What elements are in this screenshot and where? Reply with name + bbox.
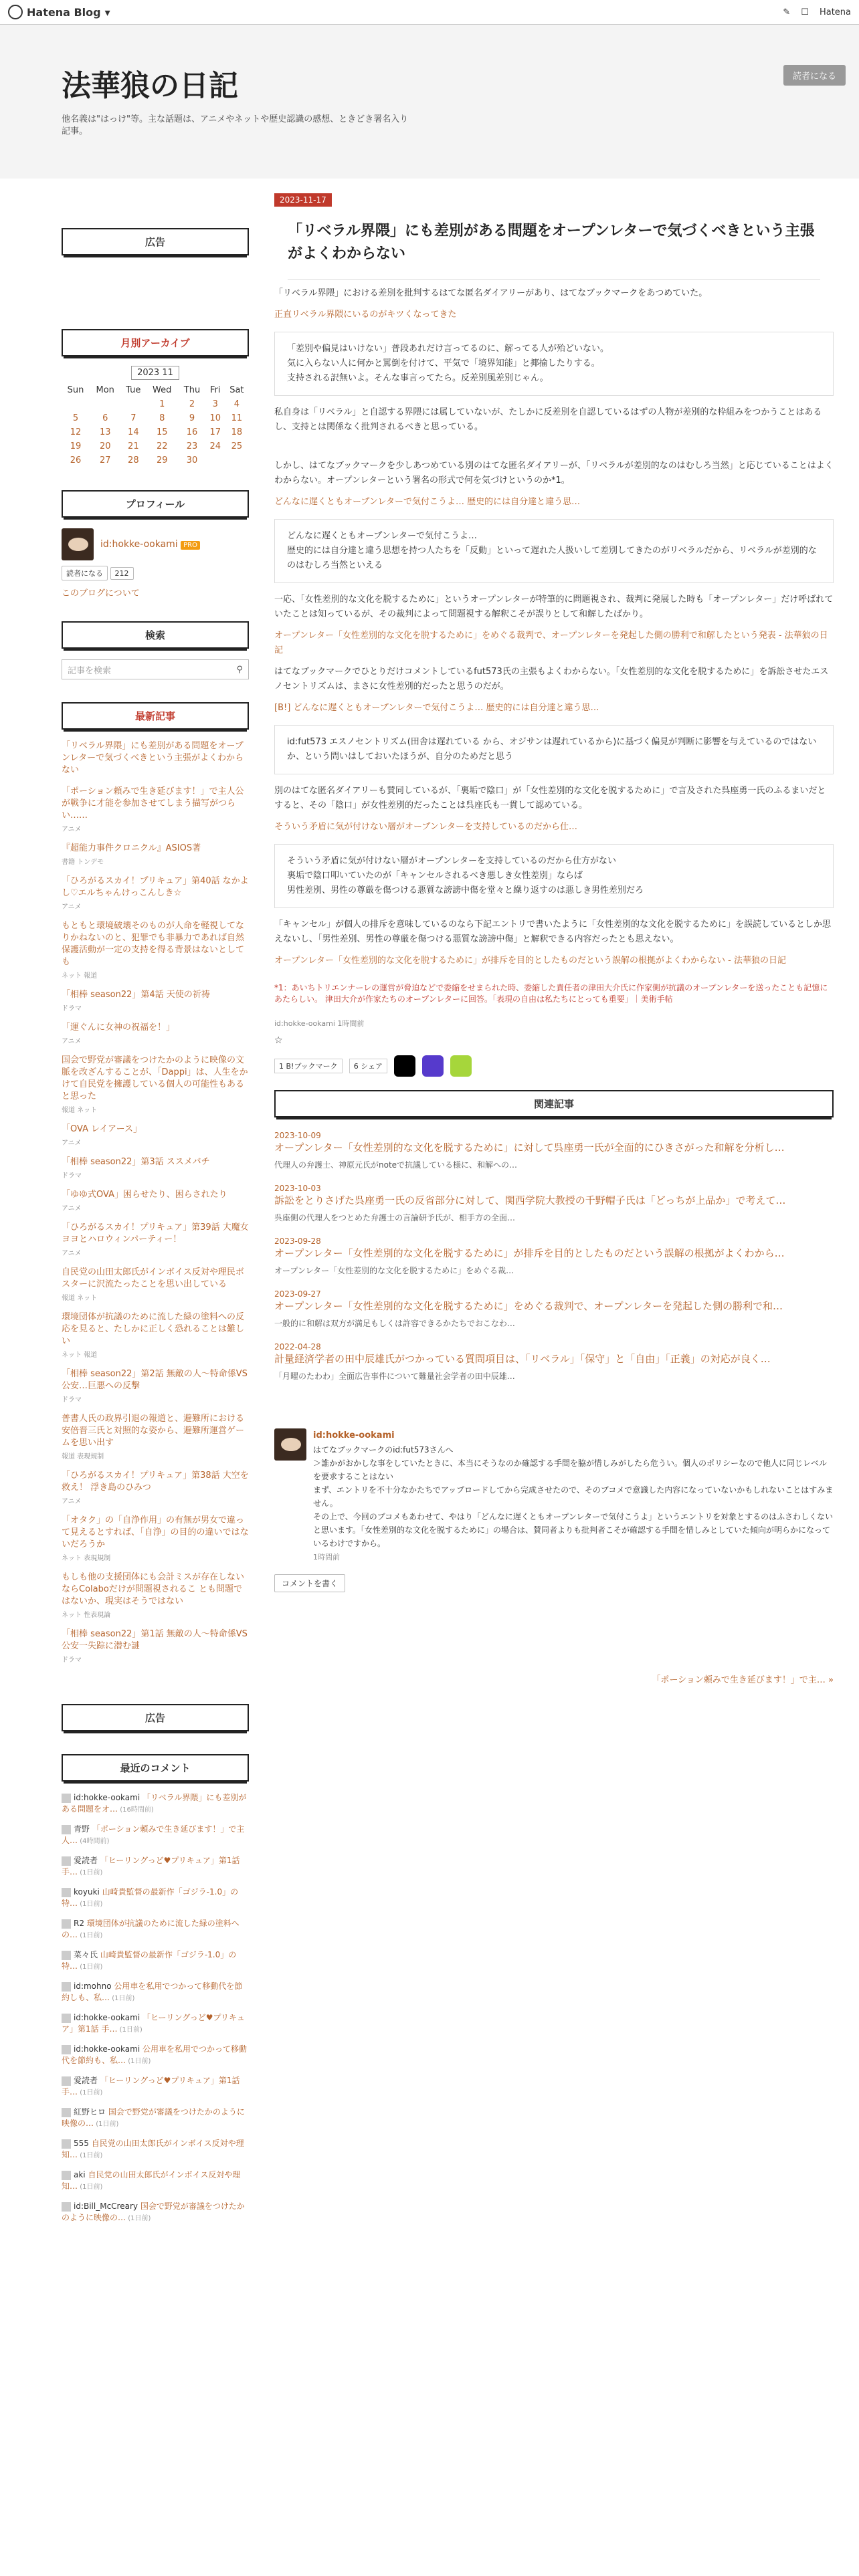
recent-entry-category: ドラマ [62,1172,82,1180]
x-share-icon[interactable] [394,1055,415,1077]
search-icon[interactable]: ⚲ [236,664,243,675]
calendar-day [62,397,90,411]
related-summary: 呉座側の代理人をつとめた弁護士の言論研予氏が、相手方の全面… [274,1213,516,1222]
comment-date: (4時間前) [78,1838,110,1845]
comment-item[interactable] [62,1855,249,1879]
user-icon [62,2171,71,2180]
recent-entry-link[interactable]: 「運ぐんに女神の祝福を！」 [62,1023,175,1033]
user-icon [62,2045,71,2054]
calendar-day[interactable]: 20 [99,441,111,451]
sidebar [62,188,249,2232]
recent-entry-category: 報道 表現規制 [62,1453,104,1461]
menu-dots-icon[interactable]: ▾ [104,5,110,19]
entry-link[interactable]: オープンレター「女性差別的な文化を脱するために」をめぐる裁判で、オープンレターを発起した側の勝利で和解したという発表 - 法華狼の日記 [274,631,828,655]
calendar-weekday: Tue [126,385,141,395]
notification-icon[interactable]: ☐ [801,7,809,17]
comment-item[interactable] [62,2075,249,2099]
related-summary: 「月曜のたわわ」全面広告事件について難量社会学者の田中辰雄… [274,1372,515,1381]
entry-date[interactable]: 2023-11-17 [274,193,332,207]
calendar-day[interactable]: 23 [186,441,198,451]
calendar-day[interactable]: 24 [209,441,221,451]
recent-entry-link[interactable]: 「相棒 season22」第4話 天使の祈祷 [62,990,210,1000]
comment-item[interactable] [62,2138,249,2161]
ad-title-2: 広告 [62,1704,249,1731]
comment-date: (1日前) [126,2215,151,2222]
calendar-weekday: Sat [229,385,244,395]
user-icon [62,1951,71,1960]
star-icon[interactable]: ☆ [274,1035,283,1046]
comment-user: id:hokke-ookami [74,2044,142,2054]
comment-entry-link[interactable]: 山崎貴監督の最新作「ゴジラ-1.0」の特… [62,1950,237,1971]
recent-entry-category: ネット 報道 [62,1352,98,1359]
comment-date: (1日前) [94,2121,119,2128]
main-content [274,188,834,2232]
comment-user: 555 [74,2139,92,2148]
comment-entry-link[interactable]: 自民党の山田太郎氏がインボイス反対や理知… [62,2170,241,2191]
comment-text: はてなブックマークのid:fut573さんへ ＞誰かがおかしな事をしていたときに、本当にそうなのか確認する手間を脇が惜しみがしたら危うい。個人のポリシーなので他人に同じレベルを要求することはない まず、エントリを不十分なかたちでアップロードしてから完成させたので、そのブコメで意識した内容になっていないかもしれないことはすみません。 その上で、今回のブコメもあわせて、やはり「どんなに遅くともオープンレターで気付こうよ」というエントリを対象とするのはふさわしくないと思います。「女性差別的な文化を脱するために」の場合は、賛同者よりも批判者こそが確認する手間を惜しみとしていた傾向が明らかになっているわけですから。 [313,1445,834,1548]
search-input[interactable]: 記事を検索 ⚲ [62,659,249,679]
archive-select[interactable]: 2023 11 [131,366,179,380]
recent-entry-link[interactable]: 自民党の山田太郎氏がインボイス反対や理民ボスターに沢流たったことを思い出している [62,1267,244,1289]
comment-date: (1日前) [78,1963,103,1971]
recent-title: 最新記事 [62,702,249,730]
entry-link[interactable]: 正直リベラル界隈にいるのがキツくなってきた [274,310,457,320]
hatena-logo-icon [8,5,23,19]
comment-entry-link[interactable]: 「ヒーリングっど♥プリキュア」第1話 手… [62,1856,240,1876]
user-icon [62,2108,71,2117]
calendar-day[interactable]: 28 [128,455,139,465]
search-title: 検索 [62,621,249,649]
entry-title[interactable]: 「リベラル界隈」にも差別がある問題をオープンレターで気づくべきという主張がよくわからない [288,223,815,262]
pro-badge: PRO [181,541,200,550]
calendar-day[interactable]: 16 [186,427,198,437]
calendar-day[interactable]: 30 [186,455,198,465]
comment-entry-link[interactable]: 公用車を私用でつかって移動代を節約しも、私… [62,1981,243,2002]
calendar-day[interactable]: 7 [130,413,136,423]
comments-title: 最近のコメント [62,1754,249,1782]
related-summary: 一般的に和解は双方が満足もしくは許容できるかたちでおこなわ… [274,1319,515,1328]
calendar-day[interactable]: 2 [189,399,195,409]
comment-user: aki [74,2170,88,2179]
calendar-day [90,397,121,411]
comment-date: (1日前) [126,2058,151,2065]
related-date: 2022-04-28 [274,1342,321,1352]
entry-link[interactable]: どんなに遅くともオープンレターで気付こうよ… 歴史的には自分達と違う思… [274,497,581,507]
recent-entry-category: アニメ [62,826,82,833]
related-entry-link[interactable]: 訴訟をとりさげた呉座勇一氏の反省部分に対して、関西学院大教授の千野帽子氏は「どっちが上品か」で考えて… [274,1194,786,1206]
recent-entry-link[interactable]: 『超能力事件クロニクル』ASIOS著 [62,843,201,853]
related-entry-link[interactable]: オープンレター「女性差別的な文化を脱するために」をめぐる裁判で、オープンレターを発起した側の勝利で和… [274,1300,783,1312]
recent-entry-link[interactable]: 「相棒 season22」第1話 無敵の人〜特命係VS公安一失踪に潜む謎 [62,1629,248,1651]
calendar-day[interactable]: 8 [159,413,165,423]
calendar-day[interactable]: 1 [159,399,165,409]
recent-entry-category: 報道 ネット [62,1295,98,1302]
subscribe-button[interactable]: 読者になる [783,65,846,86]
comment-user: id:hokke-ookami [74,2013,142,2022]
recent-entry-category: 報道 ネット [62,1107,98,1114]
comment-box [274,1428,834,1565]
entry-link[interactable]: そういう矛盾に気が付けない層がオープンレターを支持しているのだから仕… [274,822,577,832]
comment-item[interactable] [62,2044,249,2067]
reader-count: 212 [110,567,134,580]
global-header [0,0,859,25]
comment-date: (1日前) [78,2152,103,2159]
user-icon [62,1982,71,1992]
calendar-weekday: Thu [183,385,201,395]
comment-entry-link[interactable]: 「ポーション頼みで生き延びます！」で主人… [62,1824,245,1845]
write-comment-button[interactable]: コメントを書く [274,1574,345,1592]
recent-entry-link[interactable]: 「ポーション頼みで生き延びます！」で主人公が戦争に才能を参加させてしまう描写がつらい…… [62,786,244,821]
misskey-share-icon[interactable] [450,1055,472,1077]
recent-list [62,740,249,1664]
calendar-day [120,397,146,411]
calendar-weekday: Mon [96,385,114,395]
comment-date: (1日前) [78,2089,103,2097]
blockquote: id:fut573 エスノセントリズム(田舎は遅れている から、オジサンは遅れているから)に基づく偏見が判断に影響を与えているのではないか、という問いはしておいたほうが、自分のためだと思う [274,725,834,774]
comment-item[interactable] [62,2107,249,2130]
recent-entry-link[interactable]: もしも他の支援団体にも会計ミスが存在しないならColaboだけが問題視されるこ とも問題ではないか、現実はそうではない [62,1572,245,1606]
related-summary: オープンレター「女性差別的な文化を脱するために」をめぐる裁… [274,1266,514,1275]
profile-title: プロフィール [62,490,249,518]
user-icon [62,2202,71,2212]
recent-entry-category: ネット 性表現論 [62,1612,111,1619]
recent-entry-category: アニメ [62,1498,82,1505]
calendar-day[interactable]: 29 [156,455,168,465]
comment-date: (16時間前) [118,1806,154,1814]
comment-item[interactable] [62,1792,249,1816]
hatena-bookmark-button[interactable]: 1 B!ブックマーク [274,1059,343,1073]
recent-entry-category: アニメ [62,1250,82,1257]
comment-user: id:mohno [74,1981,114,1991]
user-icon [62,2014,71,2023]
calendar-day[interactable]: 11 [231,413,243,423]
comment-user: 愛読者 [74,1856,100,1865]
user-icon [62,2076,71,2086]
hatena-blog-logo[interactable]: Hatena Blog ▾ [8,5,110,19]
user-icon [62,1794,71,1803]
recent-entry-link[interactable]: 「OVA レイアース」 [62,1124,142,1134]
recent-entry-link[interactable]: 「オタク」の「自浄作用」の有無が男女で違って見えるとすれば、「自浄」の目的の違いではないだろうか [62,1515,249,1549]
related-date: 2023-09-27 [274,1289,321,1299]
comment-date: (1日前) [110,1995,135,2002]
comment-date: (1日前) [78,1932,103,1939]
recent-entry-category: アニメ [62,1038,82,1045]
commenter-name[interactable]: id:hokke-ookami [313,1430,395,1440]
comment-entry-link[interactable]: 「ヒーリングっど♥プリキュア」第1話 手… [62,2076,240,2097]
blockquote: どんなに遅くともオープンレターで気付こうよ… 歴史的には自分達と違う思想を持つ人たちを「反動」といって遅れた人扱いして差別してきたのがリベラルだから、リベラルが差別的なのはむしろ当然といえる [274,519,834,583]
recent-entry-link[interactable]: 「相棒 season22」第3話 ススメバチ [62,1157,210,1167]
recent-entry-category: アニメ [62,903,82,911]
recent-entry-category: ネット 表現規制 [62,1555,111,1562]
recent-entry-category: ネット 報道 [62,972,98,980]
recent-entry-link[interactable]: 普書人氏の政界引退の報道と、避難所における安倍晋三氏と対照的な姿から、避難所運営ゲームを思い出す [62,1414,245,1448]
calendar-day[interactable]: 15 [156,427,168,437]
recent-entry-link[interactable]: 「リベラル界隈」にも差別がある問題をオープンレターで気づくべきという主張がよくわからない [62,741,244,775]
comment-entry-link[interactable]: 「ヒーリングっど♥プリキュア」第1話 手… [62,2013,246,2034]
calendar-day[interactable]: 5 [72,413,79,423]
about-link[interactable]: このブログについて [62,588,140,599]
facebook-share-button[interactable]: 6 シェア [349,1059,387,1073]
recent-entry-category: ドラマ [62,1396,82,1404]
calendar-day [206,453,225,467]
entry-link[interactable]: [B!] どんなに遅くともオープンレターで気付こうよ… 歴史的には自分達と違う思… [274,703,599,713]
footnote: *1：あいちトリエンナーレの運営が脅迫などで委縮をせまられた時、委縮した責任者の津田大介氏に作家側が抗議のオープンレターを送ったことも記憶にあたらしい。 津田大介が作家たちのオープンレターに回答。「表現の自由は私たちにとっても重要」｜美術手帖 [274,983,828,1004]
comment-entry-link[interactable]: 国会で野党が審議をつけたかのように映像の… [62,2202,245,2222]
calendar-weekday: Fri [209,385,221,395]
recent-entry-link[interactable]: 環境団体が抗議のために流した緑の塗料への反応を見ると、たしかに正しく恐れることは難しい [62,1312,245,1346]
calendar-weekday: Sun [67,385,84,395]
mastodon-share-icon[interactable] [422,1055,444,1077]
comment-entry-link[interactable]: 国会で野党が審議をつけたかのように映像の… [62,2107,245,2128]
comment-item[interactable] [62,2169,249,2193]
comment-item[interactable] [62,1981,249,2004]
recent-entry-category: 書籍 トンデモ [62,859,104,866]
recent-entry-link[interactable]: 国会で野党が審議をつけたかのように映像の文脈を改ざんすることが、「Dappi」は、人生をかけて自民党を擁護している個人の可能性もあると思った [62,1055,248,1101]
recent-entry-link[interactable]: 「相棒 season22」第2話 無敵の人〜特命係VS公安…巨悪への反撃 [62,1369,248,1391]
comment-item[interactable] [62,1824,249,1847]
comment-list [62,1792,249,2224]
comment-entry-link[interactable]: 「リベラル界隈」にも差別がある問題をオ… [62,1793,247,1814]
recent-entry-category: アニメ [62,1205,82,1212]
calendar-day[interactable]: 26 [70,455,82,465]
user-icon [62,1856,71,1866]
calendar-day[interactable]: 17 [209,427,221,437]
comment-date: (1日前) [78,1869,103,1876]
comment-user: 紅野ヒロ [74,2107,108,2117]
calendar-day[interactable]: 4 [233,399,240,409]
calendar-day[interactable]: 18 [231,427,243,437]
blockquote: そういう矛盾に気が付けない層がオープンレターを支持しているのだから仕方がない 裏垢で陰口叩いていたのが「キャンセルされるべき悪しき女性差別」ならば 男性差別、男性の尊厳を傷つける悪質な謗謗中傷を堂々と繰り返すのは悪しき男性差別だろ [274,844,834,908]
profile-name[interactable]: id:hokke-ookami [100,539,178,550]
calendar [62,383,249,467]
comment-user: 菜々氏 [74,1950,100,1959]
calendar-day[interactable]: 9 [189,413,195,423]
avatar[interactable] [62,528,94,560]
entry-body: 「リベラル界隈」における差別を批判するはてな匿名ダイアリーがあり、はてなブックマークをあつめていた。 正直リベラル界隈にいるのがキツくなってきた 「差別や偏見はいけない」普段あれだけ言ってるのに、解ってる人が殆どいない。 気に入らない人に何かと罵倒を付けて、平気で「境界知能」と揶揄したりする。 支持される訳無いよ。そんな事言ってたら。反差別風差別じゃん。 私自身は「リベラル」と自認する界隈には属していないが、たしかに反差別を自認しているはずの人物が差別的な枠組みをつかうことはあるし、支持とは関係なく批判されるべきと思っている。 しかし、はてなブックマークを少しあつめている別のはてな匿名ダイアリーが、「リベラルが差別的なのはむしろ当然」と応じていることはよくわからない。オープンレターという署名の形式で何を気づけというのか*1。 どんなに遅くともオープンレターで気付こうよ… 歴史的には自分達と違う思… どんなに遅くともオープンレターで気付こうよ… 歴史的には自分達と違う思想を持つ人たちを「反動」といって遅れた人扱いして差別してきたのがリベラルだから、リベラルが差別的なのはむしろ当然といえる 一応、「女性差別的な文化を脱するために」というオープンレターが特筆的に問題視され、裁判に発展した時も「オープンレター」だけ呼ばれていたことは知っているが、その裁判によって問題視する解釈こそが誤りとして和解したばかり。 オープンレター「女性差別的な文化を脱するために」をめぐる裁判で、オープンレターを発起した側の勝利で和解したという発表 - 法華狼の日記 はてなブックマークでひとりだけコメントしているfut573氏の主張もよくわからない。「女性差別的な文化を脱するために」を訴訟させたエスノセントリズムは、まさに女性差別的だったと思うのだが。 [B!] どんなに遅くともオープンレターで気付こうよ… 歴史的には自分達と違う思… id:fut573 エスノセントリズム(田舎は遅れている から、オジサンは遅れているから)に基づく偏見が判断に影響を与えているのではないか、という問いはしておいたほうが、自分のためだと思う 別のはてな匿名ダイアリーも賛同しているが、「裏垢で陰口」が「女性差別的な文化を脱するために」で言及された呉座勇一氏のふるまいだとすると、その「陰口」が女性差別的だったことは呉座氏も一貫して認めている。 そういう矛盾に気が付けない層がオープンレターを支持しているのだから仕… そういう矛盾に気が付けない層がオープンレターを支持しているのだから仕方がない 裏垢で陰口叩いていたのが「キャンセルされるべき悪しき女性差別」ならば 男性差別、男性の尊厳を傷つける悪質な謗謗中傷を堂々と繰り返すのは悪しき男性差別だろ 「キャンセル」が個人の排斥を意味しているのなら下記エントリで書いたように「女性差別的な文化を脱するために」を誤読しているとしか思えないし、「男性差別、男性の尊厳を傷つける悪質な謗謗中傷」と解釈できる内容だったとも思えない。 オープンレター「女性差別的な文化を脱するために」が排斥を目的としたものだという誤解の根拠がよくわからない - 法華狼の日記 *1：あいちトリエンナーレの運営が脅迫などで委縮をせまられた時、委縮した責任者の津田大介氏に作家側が抗議のオープンレターを送ったことも記憶にあたらしい。 津田大介が作家たちのオープンレターに回答。「表現の自由は私たちにとっても重要」｜美術手帖 id:hokke-ookami 1時間前 ☆ 1 B!ブックマーク 6 シェア 関連記事 2023-10-09 オープンレター「女性差別的な文化を脱するために」に対して呉座勇一氏が全面的にひきさがった和解を分析し… 代理人の弁護士、神原元氏がnoteで抗議している様に、和解への… 2023-10-03 訴訟をとりさげた呉座勇一氏の反省部分に対して、関西学院大教授の千野帽子氏は「どっちが上品か」で考えて… 呉座側の代理人をつとめた弁護士の言論研予氏が、相手方の全面… 2023-09-28 オープンレター「女性差別的な文化を脱するために」が排斥を目的としたものだという誤解の根拠がよくわから… オープンレター「女性差別的な文化を脱するために」をめぐる裁… 2023-09-27 オープンレター「女性差別的な文化を脱するために」をめぐる裁判で、オープンレターを発起した側の勝利で和… 一般的に和解は双方が満足もしくは許容できるかたちでおこなわ… 2022-04-28 計量経済学者の田中辰雄氏がつかっている質問項目は、「リベラル」「保守」と「自由」「正義」の対応が良く… 「月曜のたわわ」全面広告事件について難量社会学者の田中辰雄… id:hokke-ookami はてなブックマークのid:fut573さんへ ＞誰かがおかしな事をしていたときに、本当にそうなのか確認する手間を脇が惜しみがしたら危うい。個人のポリシーなので他人に同じレベルを要求することはない まず、エントリを不十分なかたちでアップロードしてから完成させたので、そのブコメで意識した内容になっていないかもしれないことはすみません。 その上で、今回のブコメもあわせて、やはり「どんなに遅くともオープンレターで気付こうよ」というエントリを対象とするのはふさわしくないと思います。「女性差別的な文化を脱するために」の場合は、賛同者よりも批判者こそが確認する手間を惜しみとしていた傾向が明らかになっているわけですから。 1時間前 コメントを書く 「ポーション頼みで生き延びます！」で主… » [274,288,834,1685]
recent-entry-link[interactable]: 「ひろがるスカイ！プリキュア」第40話 なかよし♡エルちゃんけっこんしき☆ [62,876,249,898]
comment-item[interactable] [62,1887,249,1910]
commenter-avatar[interactable] [274,1428,306,1461]
comment-user: 愛読者 [74,2076,100,2085]
blog-title[interactable]: 法華狼の日記 [62,69,238,103]
calendar-day[interactable]: 3 [212,399,218,409]
calendar-day[interactable]: 25 [231,441,243,451]
recent-entry-link[interactable]: 「ひろがるスカイ！プリキュア」第38話 大空を救え！ 浮き島のひみつ [62,1471,249,1493]
user-icon [62,1919,71,1929]
comment-user: R2 [74,1919,87,1928]
blog-header [0,25,859,179]
comment-user: 青野 [74,1824,92,1834]
calendar-day[interactable]: 21 [128,441,139,451]
comment-user: koyuki [74,1887,102,1897]
user-icon [62,1888,71,1897]
calendar-day[interactable]: 10 [209,413,221,423]
recent-entry-category: ドラマ [62,1005,82,1012]
calendar-weekday: Wed [153,385,172,395]
calendar-day[interactable]: 27 [99,455,111,465]
hatena-user-menu[interactable]: Hatena [819,7,851,17]
comment-entry-link[interactable]: 環境団体が抗議のために流した緑の塗料への… [62,1919,240,1939]
blog-description: 他名義は"はっけ"等。主な話題は、アニメやネットや歴史認識の感想、ときどき署名入り記事。 [62,114,409,136]
write-icon[interactable]: ✎ [783,7,791,17]
related-entry-link[interactable]: オープンレター「女性差別的な文化を脱するために」に対して呉座勇一氏が全面的にひきさがった和解を分析し… [274,1142,785,1154]
related-entry-link[interactable]: オープンレター「女性差別的な文化を脱するために」が排斥を目的としたものだという誤解の根拠がよくわから… [274,1247,785,1259]
prev-entry-link[interactable]: 「ポーション頼みで生き延びます！」で主… » [652,1675,834,1685]
recent-entry-category: アニメ [62,1140,82,1147]
calendar-day[interactable]: 6 [102,413,108,423]
user-icon [62,1825,71,1834]
comment-entry-link[interactable]: 公用車を私用でつかって移動代を節約も、私… [62,2044,247,2065]
recent-entry-link[interactable]: もともと環境破壊そのものが人命を軽視してなりかねないのと、犯罪でも非暴力であれば自然保護活動が一定の支持を得る背景はないとしても [62,921,245,967]
ad-title: 広告 [62,228,249,255]
calendar-day[interactable]: 14 [128,427,139,437]
comment-entry-link[interactable]: 山崎貴監督の最新作「ゴジラ-1.0」の特… [62,1887,239,1908]
comment-date: (1日前) [78,2183,103,2191]
blockquote: 「差別や偏見はいけない」普段あれだけ言ってるのに、解ってる人が殆どいない。 気に入らない人に何かと罵倒を付けて、平気で「境界知能」と揶揄したりする。 支持される訳無いよ。そんな事言ってたら。反差別風差別じゃん。 [274,332,834,396]
related-entry-link[interactable]: 計量経済学者の田中辰雄氏がつかっている質問項目は、「リベラル」「保守」と「自由」「正義」の対応が良く… [274,1353,771,1365]
subscribe-small-button[interactable]: 読者になる [62,566,108,580]
comment-item[interactable] [62,2012,249,2036]
related-date: 2023-09-28 [274,1237,321,1246]
share-bar [274,1055,834,1077]
recent-entry-category: ドラマ [62,1656,82,1664]
comment-entry-link[interactable]: 自民党の山田太郎氏がインボイス反対や理知… [62,2139,244,2159]
related-list [274,1131,834,1382]
entry-meta: id:hokke-ookami 1時間前 [274,1019,365,1028]
related-summary: 代理人の弁護士、神原元氏がnoteで抗議している様に、和解への… [274,1160,518,1170]
entry-link[interactable]: オープンレター「女性差別的な文化を脱するために」が排斥を目的としたものだという誤解の根拠がよくわからない - 法華狼の日記 [274,956,786,966]
comment-user: id:hokke-ookami [74,1793,142,1802]
calendar-day[interactable]: 12 [70,427,82,437]
related-title: 関連記事 [274,1090,834,1117]
comment-item[interactable] [62,1918,249,1941]
recent-entry-link[interactable]: 「ゆゆ式OVA」困らせたり、困らされたり [62,1190,227,1200]
comment-item[interactable] [62,1949,249,1973]
calendar-day[interactable]: 13 [99,427,111,437]
comment-user: id:Bill_McCreary [74,2202,140,2211]
user-icon [62,2139,71,2149]
calendar-day[interactable]: 19 [70,441,82,451]
calendar-day [225,453,249,467]
calendar-day[interactable]: 22 [156,441,168,451]
recent-entry-link[interactable]: 「ひろがるスカイ！プリキュア」第39話 大魔女ヨヨとハロウィンパーティー！ [62,1222,249,1245]
comment-date: (1日前) [117,2026,142,2034]
comment-date: (1日前) [78,1901,103,1908]
related-date: 2023-10-09 [274,1131,321,1140]
archive-title[interactable]: 月別アーカイブ [62,329,249,356]
comment-item[interactable] [62,2201,249,2224]
related-date: 2023-10-03 [274,1184,321,1193]
comment-time: 1時間前 [313,1553,340,1562]
